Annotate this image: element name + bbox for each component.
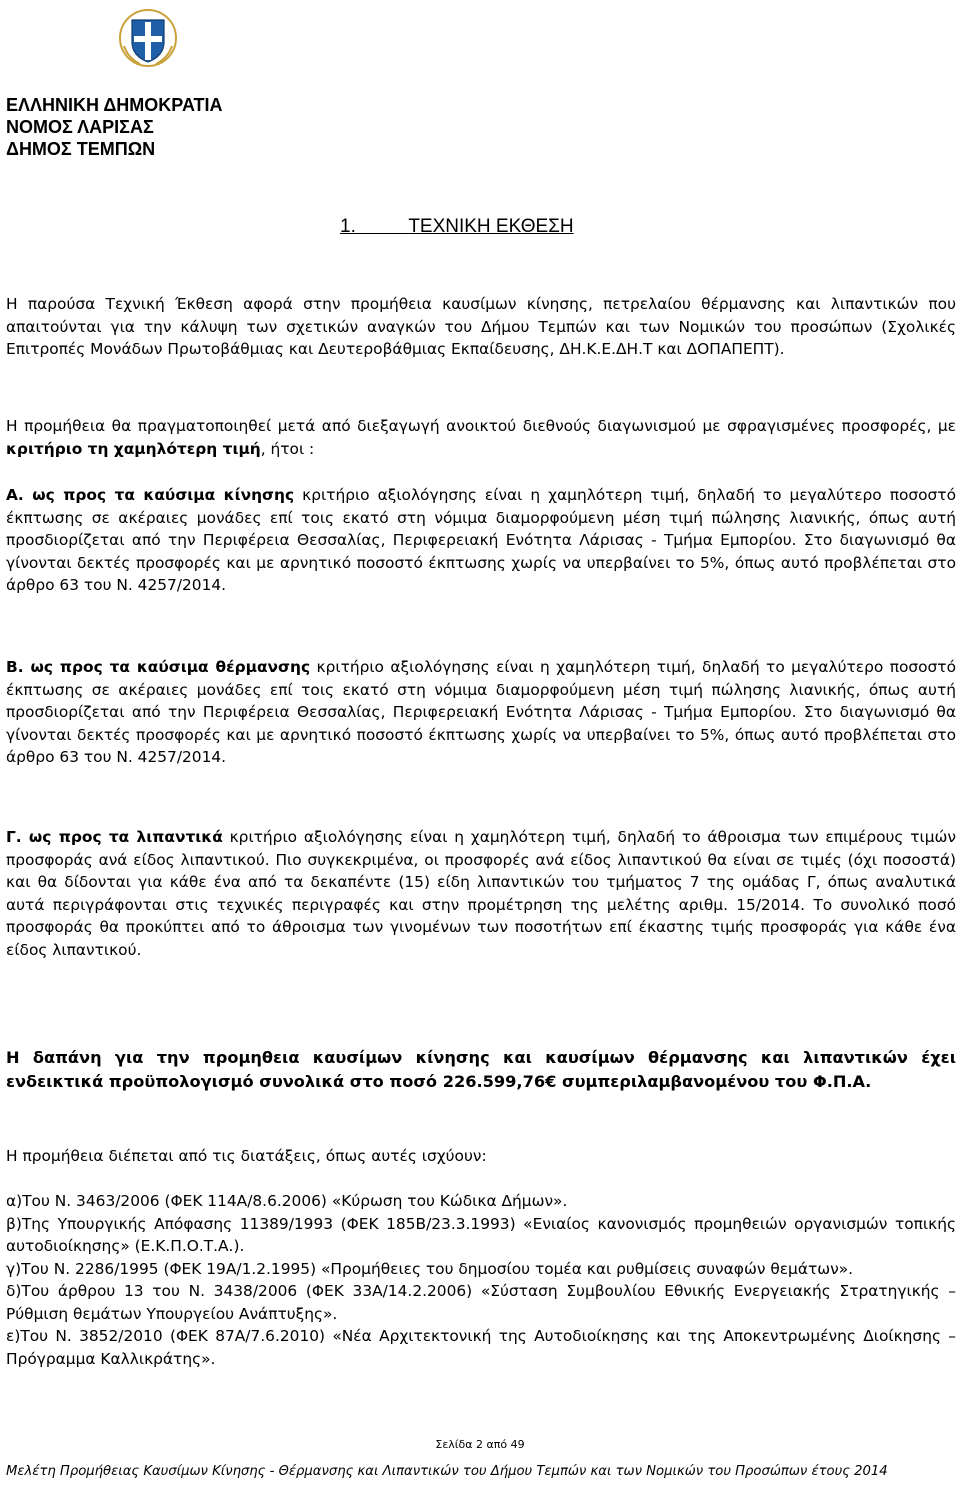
header-prefecture: ΝΟΜΟΣ ΛΑΡΙΣΑΣ	[6, 117, 154, 137]
criterion-bold: κριτήριο τη χαμηλότερη τιμή	[6, 439, 261, 458]
reference-c: γ)Του Ν. 2286/1995 (ΦΕΚ 19Α/1.2.1995) «Προμήθειες του δημοσίου τομέα και ρυθμίσεις συναφών θεμάτων».	[6, 1259, 854, 1278]
item-a-text: κριτήριο αξιολόγησης είναι η χαμηλότερη τιμή, δηλαδή το μεγαλύτερο ποσοστό έκπτωσης σε ακέραιες μονάδες επί τοις εκατό στη νόμιμα διαμορφούμενη μέση τιμή πώλησης λιανικής, όπως αυτή προσδιορίζεται από την Περιφέρεια Θεσσαλίας, Περιφερειακή Ενότητα Λάρισας - Τμήμα Εμπορίου. Στο διαγωνισμό θα γίνονται δεκτές προσφορές και με αρνητικό ποσοστό έκπτωσης χωρίς να υπερβαίνει το 5%, όπως αυτό προβλέπεται στο άρθρο 63 του Ν. 4257/2014.	[6, 486, 956, 594]
reference-b: β)Της Υπουργικής Απόφασης 11389/1993 (ΦΕΚ 185Β/23.3.1993) «Ενιαίος κανονισμός προμηθειών οργανισμών τοπικής αυτοδιοίκησης» (Ε.Κ.Π.Ο.Τ.Α.).	[6, 1214, 956, 1255]
item-b-paragraph	[6, 656, 956, 769]
budget-paragraph: Η δαπάνη για την προμηθεια καυσίμων κίνησης και καυσίμων θέρμανσης και λιπαντικών έχει ενδεικτικά προϋπολογισμό συνολικά στο ποσό 226.599,76€ συμπεριλαμβανομένου του Φ.Π.Α.	[6, 1048, 956, 1091]
reference-a: α)Του Ν. 3463/2006 (ΦΕΚ 114Α/8.6.2006) «Κύρωση του Κώδικα Δήμων».	[6, 1192, 568, 1210]
criterion-text: Η προμήθεια θα πραγματοποιηθεί μετά από διεξαγωγή ανοικτού διεθνούς διαγωνισμού με σφραγισμένες προσφορές, με	[6, 417, 956, 435]
document-header	[6, 94, 222, 160]
item-c-text: κριτήριο αξιολόγησης είναι η χαμηλότερη τιμή, δηλαδή το άθροισμα των επιμέρους τιμών προσφοράς ανά είδος λιπαντικού. Πιο συγκεκριμένα, οι προσφορές ανά είδος λιπαντικού θα είναι σε τιμές (όχι ποσοστά) και θα δίδονται για κάθε ένα από τα δεκαπέντε (15) είδη λιπαντικών του τμήματος 7 της ομάδας Γ, όπως αναλυτικά αυτά περιγράφονται στις τεχνικές περιγραφές και στην προμέτρηση της μελέτης αριθμ. 15/2014. Το συνολικό ποσό προσφοράς θα προκύπτει από το άθροισμα των γινομένων των ποσοτήτων επί έκαστης τιμής προσφοράς για κάθε ένα είδος λιπαντικού.	[6, 828, 956, 959]
reference-e: ε)Του Ν. 3852/2010 (ΦΕΚ 87Α/7.6.2010) «Νέα Αρχιτεκτονική της Αυτοδιοίκησης και της Αποκεντρωμένης Διοίκησης – Πρόγραμμα Καλλικράτης».	[6, 1327, 956, 1368]
page-number: Σελίδα 2 από 49	[435, 1438, 525, 1451]
item-c-paragraph	[6, 826, 956, 961]
reference-d: δ)Του άρθρου 13 του Ν. 3438/2006 (ΦΕΚ 33Α/14.2.2006) «Σύσταση Συμβουλίου Εθνικής Ενεργειακής Στρατηγικής – Ρύθμιση θεμάτων Υπουργείου Ανάπτυξης».	[6, 1282, 956, 1323]
item-b-text: κριτήριο αξιολόγησης είναι η χαμηλότερη τιμή, δηλαδή το μεγαλύτερο ποσοστό έκπτωσης σε ακέραιες μονάδες επί τοις εκατό στη νόμιμα διαμορφούμενη μέση τιμή πώλησης λιανικής, όπως αυτή προσδιορίζεται από την Περιφέρεια Θεσσαλίας, Περιφερειακή Ενότητα Λάρισας - Τμήμα Εμπορίου. Στο διαγωνισμό θα γίνονται δεκτές προσφορές και με αρνητικό ποσοστό έκπτωσης χωρίς να υπερβαίνει το 5%, όπως αυτό προβλέπεται στο άρθρο 63 του Ν. 4257/2014.	[6, 658, 956, 766]
legal-intro: Η προμήθεια διέπεται από τις διατάξεις, όπως αυτές ισχύουν:	[6, 1147, 487, 1165]
header-country: ΕΛΛΗΝΙΚΗ ΔΗΜΟΚΡΑΤΙΑ	[6, 95, 223, 115]
item-a-heading: Α. ως προς τα καύσιμα κίνησης	[6, 486, 295, 504]
criterion-tail: , ήτοι :	[260, 439, 315, 458]
criterion-paragraph	[6, 415, 956, 460]
item-c-heading: Γ. ως προς τα λιπαντικά	[6, 828, 223, 846]
greek-emblem-icon	[118, 6, 178, 70]
section-title-text: ΤΕΧΝΙΚΗ ΕΚΘΕΣΗ	[408, 216, 574, 237]
item-b-heading: Β. ως προς τα καύσιμα θέρμανσης	[6, 658, 311, 676]
footer-text: Μελέτη Προμήθειας Καυσίμων Κίνησης - Θέρμανσης και Λιπαντικών του Δήμου Τεμπών και των Νομικών του Προσώπων έτους 2014	[6, 1464, 888, 1479]
legal-references	[6, 1190, 956, 1370]
section-number: 1.	[340, 216, 356, 237]
item-a-paragraph	[6, 484, 956, 597]
section-title	[340, 216, 574, 238]
header-municipality: ΔΗΜΟΣ ΤΕΜΠΩΝ	[6, 139, 156, 159]
intro-paragraph: Η παρούσα Τεχνική Έκθεση αφορά στην προμήθεια καυσίμων κίνησης, πετρελαίου θέρμανσης και λιπαντικών που απαιτούνται για την κάλυψη των σχετικών αναγκών του Δήμου Τεμπών και των Νομικών του προσώπων (Σχολικές Επιτροπές Μονάδων Πρωτοβάθμιας και Δευτεροβάθμιας Εκπαίδευσης, ΔΗ.Κ.Ε.ΔΗ.Τ και ΔΟΠΑΠΕΠΤ).	[6, 295, 956, 358]
